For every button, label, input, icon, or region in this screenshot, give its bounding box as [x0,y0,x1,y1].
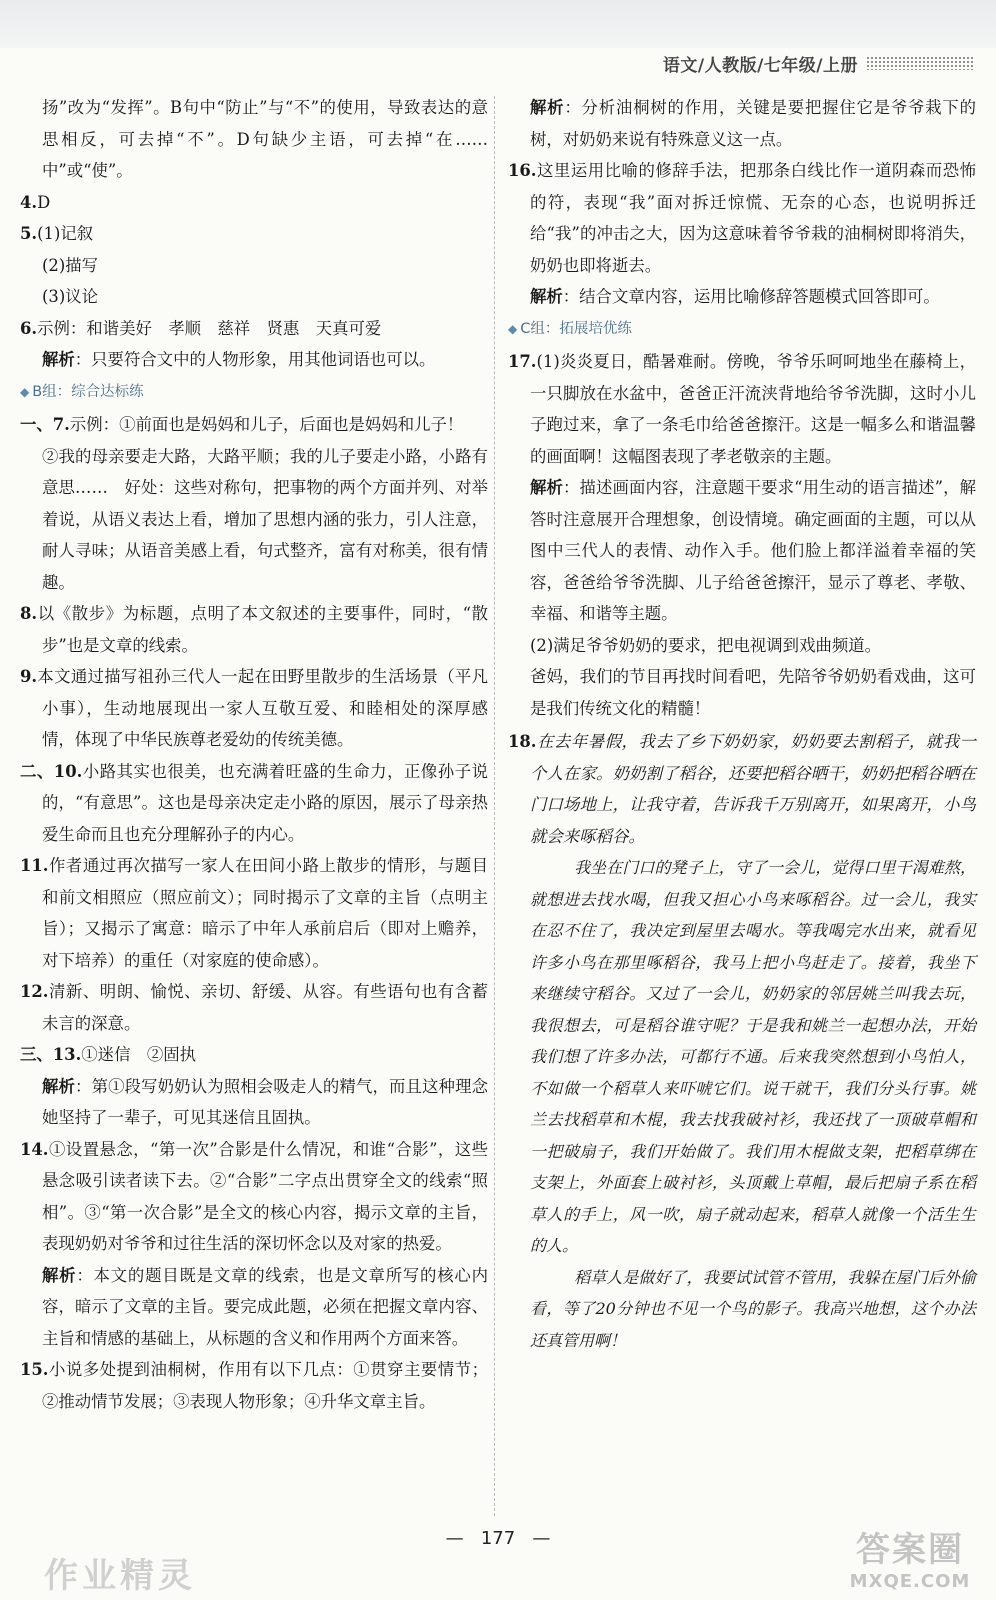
watermark-left: 作业精灵 [44,1556,196,1596]
answer-13-analysis: 解析：第①段写奶奶认为照相会吸走人的精气，而且这种理念她坚持了一辈子，可见其迷信且固执。 [42,1076,488,1127]
answer-17-part3: 爸妈，我们的节目再找时间看吧，先陪爷爷奶奶看戏曲，这可是我们传统文化的精髓！ [530,667,976,718]
answer-16: 16.这里运用比喻的修辞手法，把那条白线比作一道阴森而恐怖的符，表现“我”面对拆迁惊慌、无奈的心态，也说明拆迁给“我”的冲击之大，因为这意味着爷爷栽的油桐树即将消失，奶奶也即将逝去。 [508,161,976,275]
continued-text: 扬”改为“发挥”。B句中“防止”与“不”的使用，导致表达的意思相反，可去掉“不”。D句缺少主语，可去掉“在……中”或“使”。 [42,98,488,180]
answer-14: 14.①设置悬念，“第一次”合影是什么情况，和谁“合影”，这些悬念吸引读者读下去。②“合影”二字点出贯穿全文的线索“照相”。③“第一次合影”是全文的核心内容，揭示文章的主旨，表现奶奶对爷爷和过往生活的深切怀念以及对家的热爱。 [20,1139,488,1253]
answer-16-analysis: 解析：结合文章内容，运用比喻修辞答题模式回答即可。 [530,287,940,306]
answer-15: 15.小说多处提到油桐树，作用有以下几点：①贯穿主要情节；②推动情节发展；③表现人物形象；④升华文章主旨。 [20,1360,488,1411]
answer-14-analysis: 解析：本文的题目既是文章的线索，也是文章所写的核心内容，暗示了文章的主旨。要完成此题，必须在把握文章内容、主旨和情感的基础上，从标题的含义和作用两个方面来答。 [42,1265,489,1348]
answer-13: 三、13.①迷信 ②固执 [20,1045,197,1064]
header-dot-pattern [866,56,974,70]
section-c-heading: ◆ C组：拓展培优练 [508,320,632,337]
top-band [0,0,996,48]
essay-paragraph-2: 我坐在门口的凳子上，守了一会儿，觉得口里干渴难熬，就想进去找水喝，但我又担心小鸟来啄稻谷。过一会儿，我实在忍不住了，我决定到屋里去喝水。等我喝完水出来，就看见许多小鸟在那里啄稻谷，我马上把小鸟赶走了。接着，我坐下来继续守稻谷。又过了一会儿，奶奶家的邻居姚兰叫我去玩，我很想去，可是稻谷谁守呢？于是我和姚兰一起想办法，开始我们想了许多办法，可都行不通。后来我突然想到小鸟怕人，不如做一个稻草人来吓唬它们。说干就干，我们分头行事。姚兰去找稻草和木棍，我去找我破衬衫，我还找了一顶破草帽和一把破扇子，我们开始做了。我们用木棍做支架，把稻草绑在支架上，外面套上破衬衫，头顶戴上草帽，最后把扇子系在稻草人的手上，风一吹，扇子就动起来，稻草人就像一个活生生的人。 [530,858,976,1255]
page-header [663,50,974,76]
answer-12: 12.清新、明朗、愉悦、亲切、舒缓、从容。有些语句也有含蓄未言的深意。 [20,982,488,1033]
page-number: 177 [480,1528,516,1549]
answer-11: 11.作者通过再次描写一家人在田间小路上散步的情形，与题目和前文相照应（照应前文）；同时揭示了文章的主旨（点明主旨）；又揭示了寓意：暗示了中年人承前启后（即对上赡养，对下培养）的重任（对家庭的使命感）。 [20,856,488,970]
answer-17-analysis: 解析：描述画面内容，注意题干要求“用生动的语言描述”，解答时注意展开合理想象，创设情境。确定画面的主题，可以从图中三代人的表情、动作入手。他们脸上都洋溢着幸福的笑容，爸爸给爷爷洗脚、儿子给爸爸擦汗，显示了尊老、孝敬、幸福、和谐等主题。 [530,478,976,623]
answer-5: 5.(1)记叙 [20,224,94,243]
diamond-icon: ◆ [508,321,518,336]
essay-paragraph-3: 稻草人是做好了，我要试试管不管用，我躲在屋门后外偷看，等了20分钟也不见一个鸟的影子。我高兴地想，这个办法还真管用啊！ [530,1267,976,1350]
answer-9: 9.本文通过描写祖孙三代人一起在田野里散步的生活场景（平凡小事），生动地展现出一家人互敬互爱、和睦相处的深厚感情，体现了中华民族尊老爱幼的传统美德。 [20,667,488,749]
answer-15-analysis: 解析：分析油桐树的作用，关键是要把握住它是爷爷栽下的树，对奶奶来说有特殊意义这一点。 [530,98,977,149]
answer-7-part2: ②我的母亲要走大路，大路平顺；我的儿子要走小路，小路有意思…… 好处：这些对称句，把事物的两个方面并列、对举着说，从语义表达上看，增加了思想内涵的张力，引人注意，耐人寻味；从语音美感上看，句式整齐，富有对称美，很有情趣。 [42,446,488,592]
answer-17-part2: (2)满足爷爷奶奶的要求，把电视调到戏曲频道。 [530,635,882,655]
left-column [20,92,488,1417]
answer-5-c: (3)议论 [42,287,98,306]
diamond-icon: ◆ [20,384,30,399]
answer-17: 17.(1)炎炎夏日，酷暑难耐。傍晚，爷爷乐呵呵地坐在藤椅上，一只脚放在水盆中，爸爸正汗流浃背地给爷爷洗脚，这时小儿子跑过来，拿了一条毛巾给爸爸擦汗。这是一幅多么和谐温馨的画面啊！这幅图表现了孝老敬亲的主题。 [508,352,976,466]
answer-8: 8.以《散步》为标题，点明了本文叙述的主要事件，同时，“散步”也是文章的线索。 [20,604,488,655]
answer-6-analysis: 解析：只要符合文中的人物形象，用其他词语也可以。 [42,350,436,369]
answer-7: 一、7.示例：①前面也是妈妈和儿子，后面也是妈妈和儿子！ [20,415,464,434]
answer-10: 二、10.小路其实也很美，也充满着旺盛的生命力，正像孙子说的，“有意思”。这也是母亲决定走小路的原因，展示了母亲热爱生命而且也充分理解孙子的内心。 [20,761,489,844]
answer-5-b: (2)描写 [42,255,98,275]
watermark-right: 答案圈 MXQE.COM [849,1530,971,1592]
answer-18: 18.在去年暑假，我去了乡下奶奶家，奶奶要去割稻子，就我一个人在家。奶奶割了稻谷，还要把稻谷晒干，奶奶把稻谷晒在门口场地上，让我守着，告诉我千万别离开，如果离开，小鸟就会来啄稻谷。 [508,732,976,846]
answer-6: 6.示例：和谐美好 孝顺 慈祥 贤惠 天真可爱 [20,318,382,338]
section-b-heading: ◆ B组：综合达标练 [20,383,144,400]
right-column [508,92,976,1356]
answer-4: 4.D [20,192,51,212]
page-footer: — 177 — [445,1528,551,1549]
column-divider [494,96,495,1516]
header-title: 语文/人教版/七年级/上册 [662,55,858,76]
